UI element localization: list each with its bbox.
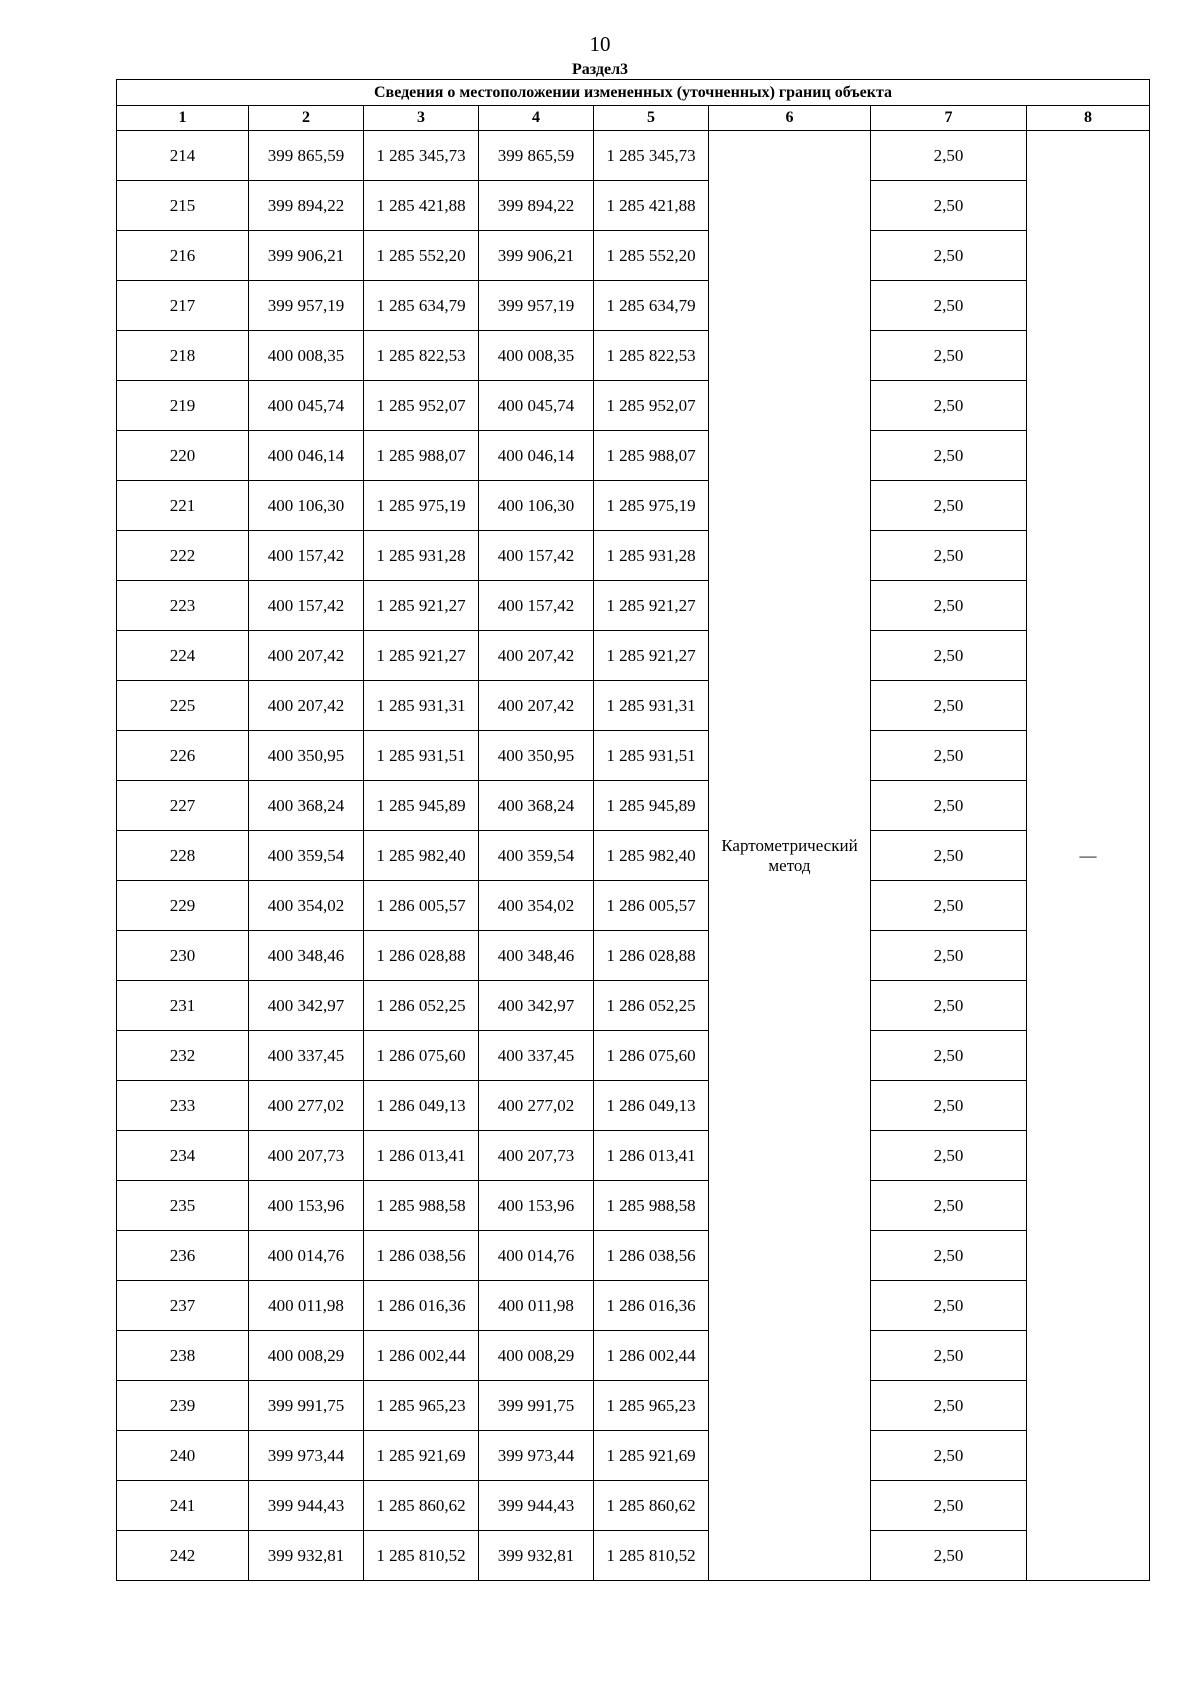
table-row: [117, 1331, 1150, 1381]
x-new-cell: 400 014,76: [479, 1231, 594, 1281]
y-new-cell: 1 286 028,88: [594, 931, 709, 981]
y-existing-cell: 1 286 002,44: [364, 1331, 479, 1381]
x-existing-cell: 400 342,97: [249, 981, 364, 1031]
x-new-cell: 400 157,42: [479, 581, 594, 631]
y-existing-cell: 1 286 005,57: [364, 881, 479, 931]
x-new-cell: 400 157,42: [479, 531, 594, 581]
point-number-cell: 239: [117, 1381, 249, 1431]
x-new-cell: 400 354,02: [479, 881, 594, 931]
y-existing-cell: 1 285 952,07: [364, 381, 479, 431]
column-header-6: 6: [709, 106, 871, 131]
x-existing-cell: 400 348,46: [249, 931, 364, 981]
y-new-cell: 1 286 052,25: [594, 981, 709, 1031]
y-existing-cell: 1 286 038,56: [364, 1231, 479, 1281]
x-new-cell: 400 008,35: [479, 331, 594, 381]
accuracy-cell: 2,50: [871, 631, 1027, 681]
x-existing-cell: 399 957,19: [249, 281, 364, 331]
x-existing-cell: 400 207,42: [249, 681, 364, 731]
y-existing-cell: 1 286 013,41: [364, 1131, 479, 1181]
table-row: [117, 331, 1150, 381]
y-new-cell: 1 286 002,44: [594, 1331, 709, 1381]
x-existing-cell: 400 207,42: [249, 631, 364, 681]
y-new-cell: 1 285 975,19: [594, 481, 709, 531]
description-cell: —: [1027, 131, 1150, 1581]
x-existing-cell: 400 337,45: [249, 1031, 364, 1081]
y-existing-cell: 1 285 931,51: [364, 731, 479, 781]
x-existing-cell: 400 008,29: [249, 1331, 364, 1381]
accuracy-cell: 2,50: [871, 231, 1027, 281]
x-new-cell: 399 973,44: [479, 1431, 594, 1481]
point-number-cell: 236: [117, 1231, 249, 1281]
accuracy-cell: 2,50: [871, 981, 1027, 1031]
x-existing-cell: 399 906,21: [249, 231, 364, 281]
accuracy-cell: 2,50: [871, 481, 1027, 531]
y-existing-cell: 1 285 921,27: [364, 581, 479, 631]
point-number-cell: 240: [117, 1431, 249, 1481]
x-existing-cell: 400 011,98: [249, 1281, 364, 1331]
y-new-cell: 1 285 552,20: [594, 231, 709, 281]
table-row: [117, 281, 1150, 331]
table-row: [117, 731, 1150, 781]
x-new-cell: 400 337,45: [479, 1031, 594, 1081]
x-new-cell: 400 342,97: [479, 981, 594, 1031]
table-row: [117, 131, 1150, 181]
table-row: [117, 481, 1150, 531]
y-existing-cell: 1 285 822,53: [364, 331, 479, 381]
point-number-cell: 241: [117, 1481, 249, 1531]
y-new-cell: 1 285 965,23: [594, 1381, 709, 1431]
x-new-cell: 399 991,75: [479, 1381, 594, 1431]
table-row: [117, 881, 1150, 931]
table-row: [117, 1131, 1150, 1181]
column-header-5: 5: [594, 106, 709, 131]
table-row: [117, 1231, 1150, 1281]
point-number-cell: 225: [117, 681, 249, 731]
y-new-cell: 1 285 982,40: [594, 831, 709, 881]
column-header-4: 4: [479, 106, 594, 131]
y-existing-cell: 1 285 988,07: [364, 431, 479, 481]
accuracy-cell: 2,50: [871, 831, 1027, 881]
point-number-cell: 232: [117, 1031, 249, 1081]
table-row: [117, 1181, 1150, 1231]
x-new-cell: 400 046,14: [479, 431, 594, 481]
method-cell: Картометрический метод: [709, 131, 871, 1581]
x-new-cell: 400 277,02: [479, 1081, 594, 1131]
y-existing-cell: 1 285 552,20: [364, 231, 479, 281]
point-number-cell: 227: [117, 781, 249, 831]
accuracy-cell: 2,50: [871, 1081, 1027, 1131]
accuracy-cell: 2,50: [871, 1031, 1027, 1081]
x-existing-cell: 400 046,14: [249, 431, 364, 481]
y-existing-cell: 1 285 921,27: [364, 631, 479, 681]
table-row: [117, 1081, 1150, 1131]
y-existing-cell: 1 285 931,28: [364, 531, 479, 581]
x-existing-cell: 399 894,22: [249, 181, 364, 231]
x-new-cell: 399 894,22: [479, 181, 594, 231]
x-existing-cell: 400 106,30: [249, 481, 364, 531]
y-existing-cell: 1 285 975,19: [364, 481, 479, 531]
point-number-cell: 229: [117, 881, 249, 931]
accuracy-cell: 2,50: [871, 1281, 1027, 1331]
point-number-cell: 233: [117, 1081, 249, 1131]
x-existing-cell: 399 932,81: [249, 1531, 364, 1581]
y-new-cell: 1 285 921,27: [594, 631, 709, 681]
column-header-2: 2: [249, 106, 364, 131]
column-header-8: 8: [1027, 106, 1150, 131]
y-new-cell: 1 286 049,13: [594, 1081, 709, 1131]
y-new-cell: 1 285 822,53: [594, 331, 709, 381]
y-new-cell: 1 286 075,60: [594, 1031, 709, 1081]
x-new-cell: 399 944,43: [479, 1481, 594, 1531]
point-number-cell: 242: [117, 1531, 249, 1581]
point-number-cell: 218: [117, 331, 249, 381]
point-number-cell: 222: [117, 531, 249, 581]
x-existing-cell: 400 207,73: [249, 1131, 364, 1181]
x-new-cell: 400 207,42: [479, 631, 594, 681]
point-number-cell: 217: [117, 281, 249, 331]
x-new-cell: 400 207,42: [479, 681, 594, 731]
x-new-cell: 399 932,81: [479, 1531, 594, 1581]
y-new-cell: 1 286 038,56: [594, 1231, 709, 1281]
accuracy-cell: 2,50: [871, 281, 1027, 331]
table-header-row: [117, 106, 1150, 131]
table-row: [117, 1031, 1150, 1081]
y-new-cell: 1 285 931,31: [594, 681, 709, 731]
table-row: [117, 931, 1150, 981]
point-number-cell: 219: [117, 381, 249, 431]
x-existing-cell: 400 045,74: [249, 381, 364, 431]
table-row: [117, 231, 1150, 281]
accuracy-cell: 2,50: [871, 731, 1027, 781]
point-number-cell: 234: [117, 1131, 249, 1181]
point-number-cell: 238: [117, 1331, 249, 1381]
y-new-cell: 1 285 345,73: [594, 131, 709, 181]
point-number-cell: 237: [117, 1281, 249, 1331]
x-new-cell: 400 153,96: [479, 1181, 594, 1231]
accuracy-cell: 2,50: [871, 881, 1027, 931]
accuracy-cell: 2,50: [871, 1431, 1027, 1481]
x-existing-cell: 400 359,54: [249, 831, 364, 881]
table-row: [117, 981, 1150, 1031]
column-header-1: 1: [117, 106, 249, 131]
x-existing-cell: 400 153,96: [249, 1181, 364, 1231]
x-existing-cell: 399 991,75: [249, 1381, 364, 1431]
x-existing-cell: 400 014,76: [249, 1231, 364, 1281]
accuracy-cell: 2,50: [871, 531, 1027, 581]
y-new-cell: 1 285 810,52: [594, 1531, 709, 1581]
table-row: [117, 831, 1150, 881]
accuracy-cell: 2,50: [871, 581, 1027, 631]
y-existing-cell: 1 285 634,79: [364, 281, 479, 331]
y-existing-cell: 1 285 860,62: [364, 1481, 479, 1531]
table-row: [117, 781, 1150, 831]
y-existing-cell: 1 285 810,52: [364, 1531, 479, 1581]
x-new-cell: 400 368,24: [479, 781, 594, 831]
point-number-cell: 235: [117, 1181, 249, 1231]
x-new-cell: 400 106,30: [479, 481, 594, 531]
x-existing-cell: 400 354,02: [249, 881, 364, 931]
y-new-cell: 1 286 016,36: [594, 1281, 709, 1331]
y-existing-cell: 1 285 931,31: [364, 681, 479, 731]
section-title: Раздел3: [571, 61, 629, 78]
table-row: [117, 1531, 1150, 1581]
table-caption-row: [117, 80, 1150, 106]
table-row: [117, 531, 1150, 581]
x-existing-cell: 400 008,35: [249, 331, 364, 381]
y-existing-cell: 1 286 049,13: [364, 1081, 479, 1131]
x-existing-cell: 399 973,44: [249, 1431, 364, 1481]
x-existing-cell: 399 944,43: [249, 1481, 364, 1531]
y-new-cell: 1 286 005,57: [594, 881, 709, 931]
accuracy-cell: 2,50: [871, 1331, 1027, 1381]
y-new-cell: 1 285 931,28: [594, 531, 709, 581]
coordinates-table: [116, 79, 1150, 1581]
point-number-cell: 220: [117, 431, 249, 481]
accuracy-cell: 2,50: [871, 331, 1027, 381]
point-number-cell: 216: [117, 231, 249, 281]
x-new-cell: 400 350,95: [479, 731, 594, 781]
table-row: [117, 181, 1150, 231]
accuracy-cell: 2,50: [871, 1381, 1027, 1431]
table-row: [117, 1381, 1150, 1431]
point-number-cell: 230: [117, 931, 249, 981]
y-existing-cell: 1 286 075,60: [364, 1031, 479, 1081]
table-row: [117, 381, 1150, 431]
y-new-cell: 1 286 013,41: [594, 1131, 709, 1181]
x-existing-cell: 399 865,59: [249, 131, 364, 181]
point-number-cell: 226: [117, 731, 249, 781]
y-existing-cell: 1 286 028,88: [364, 931, 479, 981]
y-new-cell: 1 285 921,27: [594, 581, 709, 631]
accuracy-cell: 2,50: [871, 381, 1027, 431]
accuracy-cell: 2,50: [871, 181, 1027, 231]
y-existing-cell: 1 285 921,69: [364, 1431, 479, 1481]
y-existing-cell: 1 285 945,89: [364, 781, 479, 831]
y-existing-cell: 1 286 016,36: [364, 1281, 479, 1331]
column-header-7: 7: [871, 106, 1027, 131]
x-existing-cell: 400 157,42: [249, 531, 364, 581]
y-new-cell: 1 285 634,79: [594, 281, 709, 331]
x-new-cell: 399 865,59: [479, 131, 594, 181]
accuracy-cell: 2,50: [871, 431, 1027, 481]
point-number-cell: 223: [117, 581, 249, 631]
accuracy-cell: 2,50: [871, 681, 1027, 731]
point-number-cell: 215: [117, 181, 249, 231]
x-new-cell: 400 348,46: [479, 931, 594, 981]
point-number-cell: 224: [117, 631, 249, 681]
accuracy-cell: 2,50: [871, 1181, 1027, 1231]
y-existing-cell: 1 285 345,73: [364, 131, 479, 181]
y-new-cell: 1 285 931,51: [594, 731, 709, 781]
y-new-cell: 1 285 421,88: [594, 181, 709, 231]
accuracy-cell: 2,50: [871, 1131, 1027, 1181]
x-existing-cell: 400 368,24: [249, 781, 364, 831]
page-number: 10: [589, 32, 611, 56]
y-existing-cell: 1 285 982,40: [364, 831, 479, 881]
x-existing-cell: 400 350,95: [249, 731, 364, 781]
y-new-cell: 1 285 945,89: [594, 781, 709, 831]
x-new-cell: 400 008,29: [479, 1331, 594, 1381]
table-row: [117, 1481, 1150, 1531]
accuracy-cell: 2,50: [871, 1531, 1027, 1581]
table-row: [117, 1431, 1150, 1481]
point-number-cell: 231: [117, 981, 249, 1031]
point-number-cell: 214: [117, 131, 249, 181]
x-new-cell: 400 045,74: [479, 381, 594, 431]
accuracy-cell: 2,50: [871, 931, 1027, 981]
y-existing-cell: 1 285 965,23: [364, 1381, 479, 1431]
accuracy-cell: 2,50: [871, 1231, 1027, 1281]
table-caption: Сведения о местоположении измененных (уточненных) границ объекта: [117, 80, 1150, 106]
x-new-cell: 400 207,73: [479, 1131, 594, 1181]
x-existing-cell: 400 277,02: [249, 1081, 364, 1131]
table-row: [117, 431, 1150, 481]
accuracy-cell: 2,50: [871, 781, 1027, 831]
y-new-cell: 1 285 988,58: [594, 1181, 709, 1231]
x-new-cell: 399 957,19: [479, 281, 594, 331]
point-number-cell: 221: [117, 481, 249, 531]
table-row: [117, 681, 1150, 731]
x-existing-cell: 400 157,42: [249, 581, 364, 631]
y-existing-cell: 1 285 988,58: [364, 1181, 479, 1231]
table-row: [117, 631, 1150, 681]
y-new-cell: 1 285 860,62: [594, 1481, 709, 1531]
point-number-cell: 228: [117, 831, 249, 881]
y-new-cell: 1 285 952,07: [594, 381, 709, 431]
table-row: [117, 1281, 1150, 1331]
x-new-cell: 400 359,54: [479, 831, 594, 881]
column-header-3: 3: [364, 106, 479, 131]
x-new-cell: 400 011,98: [479, 1281, 594, 1331]
y-existing-cell: 1 285 421,88: [364, 181, 479, 231]
accuracy-cell: 2,50: [871, 131, 1027, 181]
y-new-cell: 1 285 988,07: [594, 431, 709, 481]
table-row: [117, 581, 1150, 631]
x-new-cell: 399 906,21: [479, 231, 594, 281]
accuracy-cell: 2,50: [871, 1481, 1027, 1531]
y-existing-cell: 1 286 052,25: [364, 981, 479, 1031]
y-new-cell: 1 285 921,69: [594, 1431, 709, 1481]
